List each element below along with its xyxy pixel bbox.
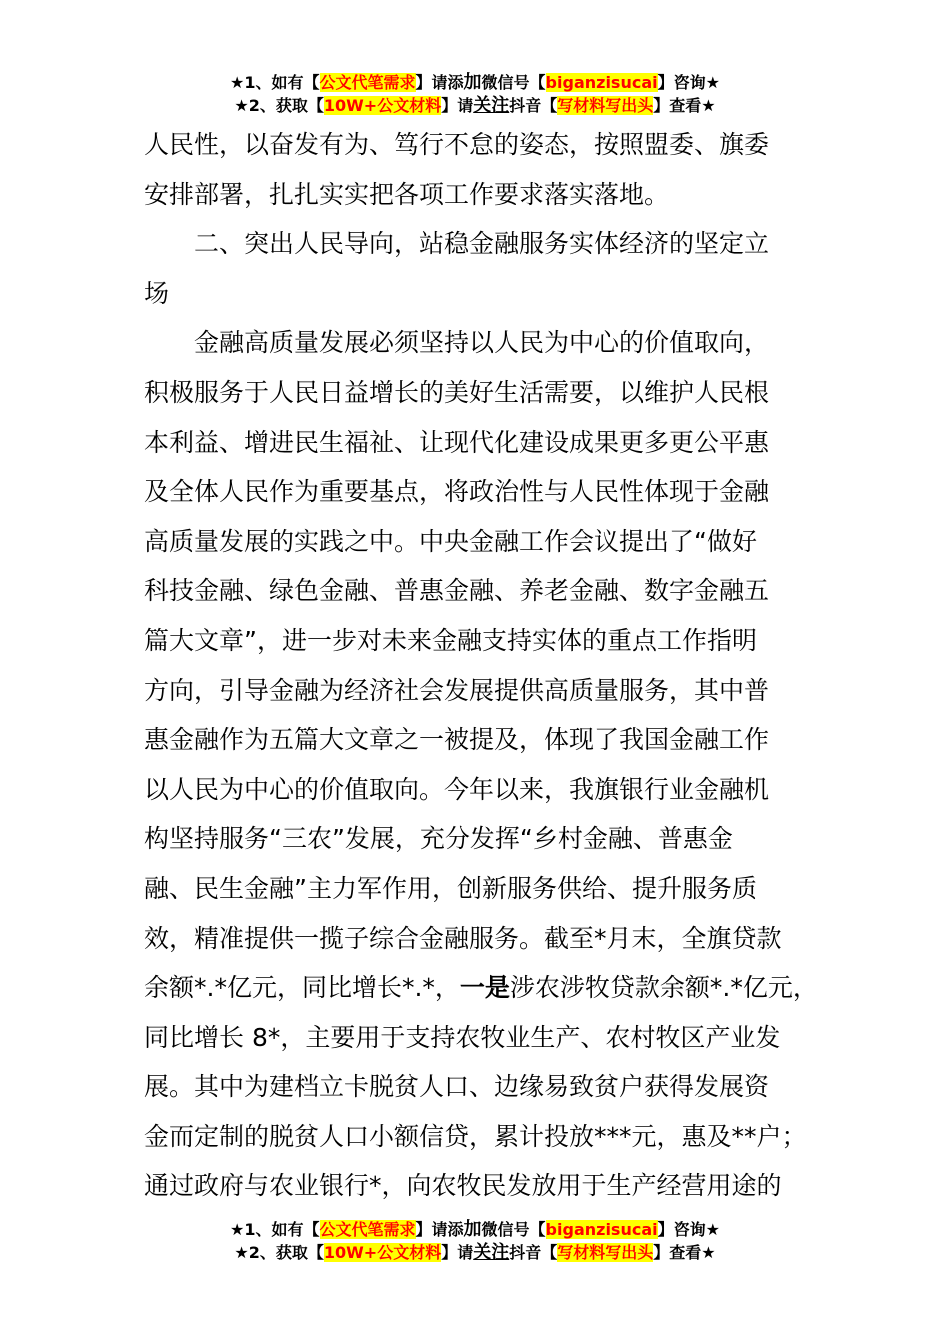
section-heading: 二、突出人民导向，站稳金融服务实体经济的坚定立	[194, 229, 770, 259]
service-highlight: 公文代笔需求	[319, 1220, 416, 1239]
text-line: 科技金融、绿色金融、普惠金融、养老金融、数字金融五	[144, 576, 770, 606]
wechat-id: biganzisucai	[545, 1220, 658, 1239]
text-line: 同比增长 8*，主要用于支持农牧业生产、农村牧区产业发	[144, 1022, 781, 1052]
text-line: 积极服务于人民日益增长的美好生活需要，以维护人民根	[144, 377, 770, 407]
header-notice-line2: ★2、获取【10W+公文材料】请关注抖音【写材料写出头】查看★	[234, 95, 716, 116]
text-line: 本利益、增进民生福祉、让现代化建设成果更多更公平惠	[144, 427, 770, 457]
text-line: 篇大文章”，进一步对未来金融支持实体的重点工作指明	[144, 625, 757, 655]
text-line: 安排部署，扎扎实实把各项工作要求落实落地。	[144, 179, 670, 209]
text-line: 展。其中为建档立卡脱贫人口、边缘易致贫户获得发展资	[144, 1072, 770, 1102]
text-line: 高质量发展的实践之中。中央金融工作会议提出了“做好	[144, 526, 757, 556]
bold-marker: 一是	[459, 973, 510, 1003]
text-line: 惠金融作为五篇大文章之一被提及，体现了我国金融工作	[144, 725, 770, 755]
text-line: 金而定制的脱贫人口小额信贷，累计投放***元，惠及**户；	[144, 1121, 807, 1151]
douyin-account: 写材料写出头	[557, 1243, 654, 1262]
service-highlight: 公文代笔需求	[319, 73, 416, 92]
header-notice-line1: ★1、如有【公文代笔需求】请添加微信号【biganzisucai】咨询★	[230, 72, 720, 93]
materials-highlight: 10W+公文材料	[323, 1243, 442, 1262]
text-line: 通过政府与农业银行*，向农牧民发放用于生产经营用途的	[144, 1171, 782, 1201]
document-body	[144, 120, 824, 1211]
text-line: 余额*.*亿元，同比增长*.*，一是涉农涉牧贷款余额*.*亿元，	[144, 973, 818, 1003]
wechat-id: biganzisucai	[545, 73, 658, 92]
section-heading-cont: 场	[144, 278, 170, 308]
text-line: 融、民生金融”主力军作用，创新服务供给、提升服务质	[144, 873, 757, 903]
footer-notice-line2: ★2、获取【10W+公文材料】请关注抖音【写材料写出头】查看★	[234, 1242, 716, 1263]
text-line: 金融高质量发展必须坚持以人民为中心的价值取向，	[194, 328, 770, 358]
douyin-account: 写材料写出头	[557, 96, 654, 115]
text-line: 效，精准提供一揽子综合金融服务。截至*月末，全旗贷款	[144, 923, 782, 953]
footer-notice-line1: ★1、如有【公文代笔需求】请添加微信号【biganzisucai】咨询★	[230, 1219, 720, 1240]
materials-highlight: 10W+公文材料	[323, 96, 442, 115]
text-line: 及全体人民作为重要基点，将政治性与人民性体现于金融	[144, 477, 770, 507]
text-line: 方向，引导金融为经济社会发展提供高质量服务，其中普	[144, 675, 770, 705]
text-line: 构坚持服务“三农”发展，充分发挥“乡村金融、普惠金	[144, 824, 733, 854]
text-line: 以人民为中心的价值取向。今年以来，我旗银行业金融机	[144, 774, 770, 804]
text-line: 人民性，以奋发有为、笃行不怠的姿态，按照盟委、旗委	[144, 130, 770, 159]
